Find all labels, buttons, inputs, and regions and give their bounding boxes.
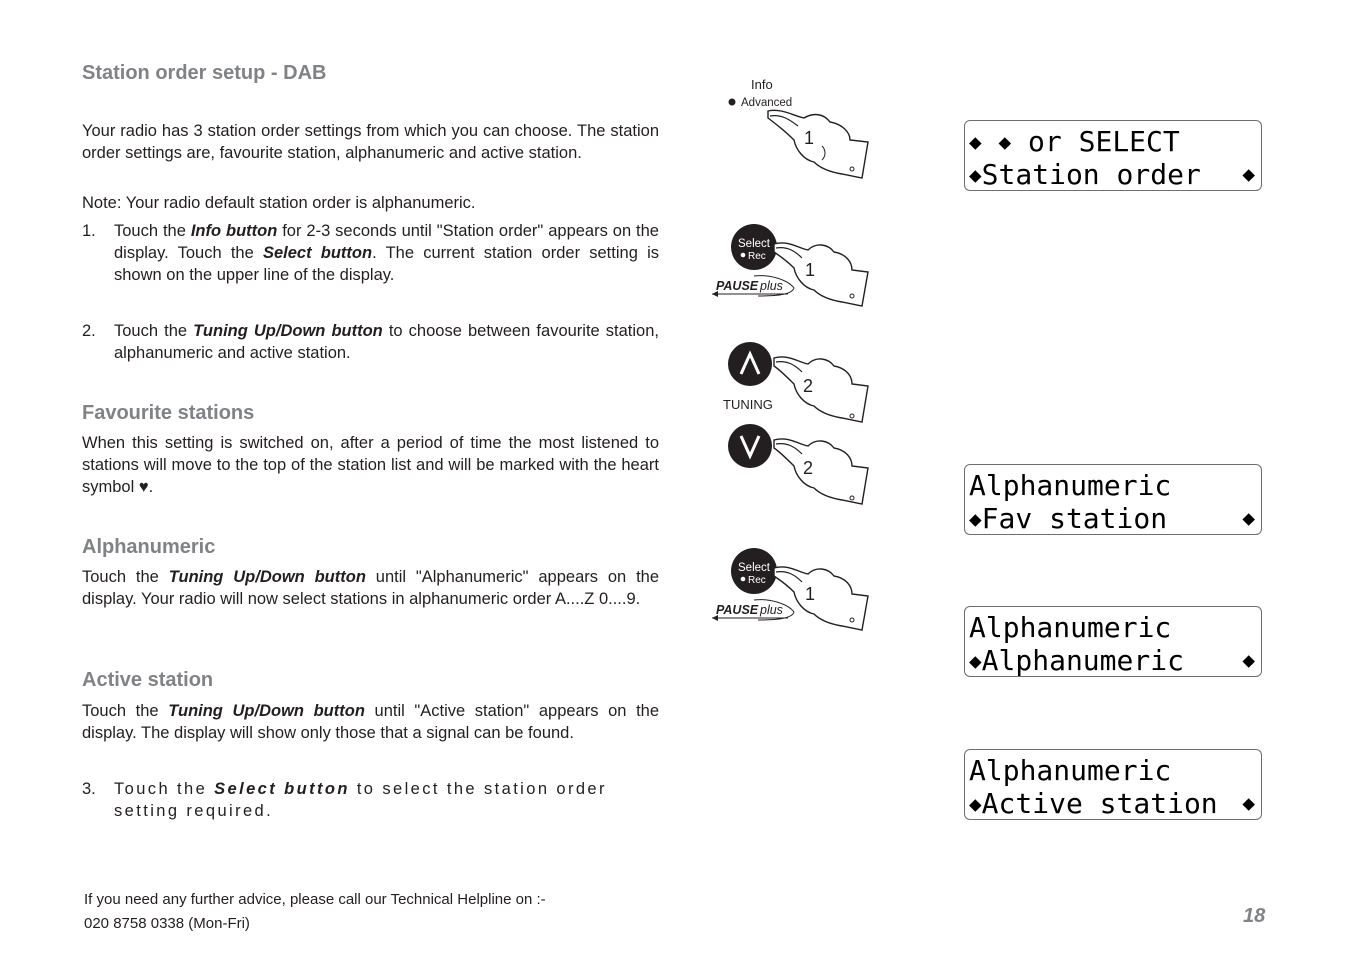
lcd-line-2: Active station (981, 787, 1218, 820)
hand-press-icon (722, 76, 882, 186)
favourite-paragraph: When this setting is switched on, after a period of time the most listened to stations will move to the top of the station list and will be marked with the heart symbol ♥. (82, 434, 659, 496)
tuning-button-ref: Tuning Up/Down button (168, 702, 365, 720)
svg-text:1: 1 (805, 584, 816, 604)
tuning-down-button (728, 424, 772, 468)
info-button-illustration (722, 76, 882, 186)
tuning-up-illustration (720, 340, 880, 430)
lcd-display-fav-station (964, 464, 1262, 535)
step-number: 1. (82, 222, 96, 240)
arrow-right-icon: ◆ (1242, 648, 1255, 672)
svg-text:2: 2 (803, 458, 814, 478)
info-label: Info (751, 77, 773, 92)
svg-text:Select: Select (738, 238, 770, 250)
active-paragraph: Touch the Tuning Up/Down button until "Active station" appears on the display. The display will show only those that a signal can be found. (82, 702, 660, 742)
step-number: 2. (82, 322, 96, 340)
step-3 (82, 778, 659, 822)
arrow-left-icon: ◆ (969, 130, 982, 154)
tuning-button-ref: Tuning Up/Down button (193, 322, 383, 340)
hand-press-icon (710, 222, 875, 312)
lcd-line-1: Alphanumeric (969, 754, 1172, 787)
lcd-line-2: Fav station (981, 502, 1168, 535)
arrow-left-icon: ◆ (969, 163, 982, 187)
page-title: Station order setup - DAB (82, 62, 327, 84)
helpline-phone: 020 8758 0338 (Mon-Fri) (84, 915, 250, 932)
heart-icon: ♥ (138, 478, 149, 496)
note-paragraph: Note: Your radio default station order is alphanumeric. (82, 194, 476, 212)
step-text: Touch the Tuning Up/Down button to choose between favourite station, alphanumeric and active station. (114, 322, 659, 362)
step-number-label: 1 (804, 128, 815, 148)
step-text: Touch the Info button for 2-3 seconds until "Station order" appears on the display. Touch the Select button. The current station order setting is shown on the upper line of the display. (114, 222, 659, 284)
svg-text:2: 2 (803, 376, 814, 396)
arrow-left-icon: ◆ (969, 649, 982, 673)
active-heading: Active station (82, 669, 214, 691)
lcd-line-2: Alphanumeric (981, 644, 1184, 677)
pause-plus-logo: PAUSE (716, 279, 759, 293)
lcd-line-1: Alphanumeric (969, 611, 1172, 644)
select-button-illustration (710, 222, 875, 312)
arrow-right-icon: ◆ (1242, 162, 1255, 186)
step-number: 3. (82, 780, 96, 798)
arrow-left-icon: ◆ (969, 507, 982, 531)
footer (84, 888, 546, 936)
step-1 (82, 220, 659, 286)
helpline-text: If you need any further advice, please call our Technical Helpline on :- (84, 891, 546, 908)
svg-text:Rec: Rec (748, 251, 766, 262)
lcd-line-1: or SELECT (1011, 125, 1180, 158)
svg-text:plus: plus (760, 279, 783, 293)
tuning-up-button (728, 342, 772, 386)
lcd-display-active-station (964, 749, 1262, 820)
advanced-label: Advanced (741, 97, 793, 109)
arrow-right-icon: ◆ (1242, 791, 1255, 815)
select-button-ref: Select button (214, 780, 350, 798)
arrow-right-icon: ◆ (1242, 506, 1255, 530)
select-button-illustration-2 (710, 546, 875, 636)
step-2 (82, 320, 659, 364)
hand-press-icon (710, 546, 875, 636)
favourite-heading: Favourite stations (82, 402, 255, 424)
lcd-line-2: Station order (981, 158, 1201, 191)
arrow-left-icon: ◆ (969, 792, 982, 816)
lcd-line-1: Alphanumeric (969, 469, 1172, 502)
svg-text:plus: plus (760, 603, 783, 617)
page-number: 18 (1243, 905, 1266, 927)
alphanumeric-heading: Alphanumeric (82, 536, 216, 558)
lcd-display-station-order (964, 120, 1262, 191)
arrow-right-icon: ◆ (998, 130, 1012, 154)
alphanumeric-paragraph: Touch the Tuning Up/Down button until "Alphanumeric" appears on the display. Your radio will now select stations in alphanumeric order A....Z 0....9. (82, 568, 660, 608)
tuning-down-illustration (720, 422, 880, 512)
hand-press-icon (720, 340, 880, 430)
svg-text:Select: Select (738, 562, 770, 574)
lcd-display-alphanumeric (964, 606, 1262, 677)
tuning-button-ref: Tuning Up/Down button (168, 568, 366, 586)
pause-plus-logo: PAUSE (716, 603, 759, 617)
intro-paragraph: Your radio has 3 station order settings from which you can choose. The station order settings are, favourite station, alphanumeric and active station. (82, 122, 659, 162)
tuning-label: TUNING (723, 397, 773, 412)
svg-text:Rec: Rec (748, 575, 766, 586)
hand-press-icon (720, 422, 880, 512)
svg-text:1: 1 (805, 260, 816, 280)
select-button-ref: Select button (262, 244, 373, 262)
info-button-ref: Info button (190, 222, 278, 240)
step-text: Touch the Select button to select the station order setting required. (114, 780, 607, 820)
